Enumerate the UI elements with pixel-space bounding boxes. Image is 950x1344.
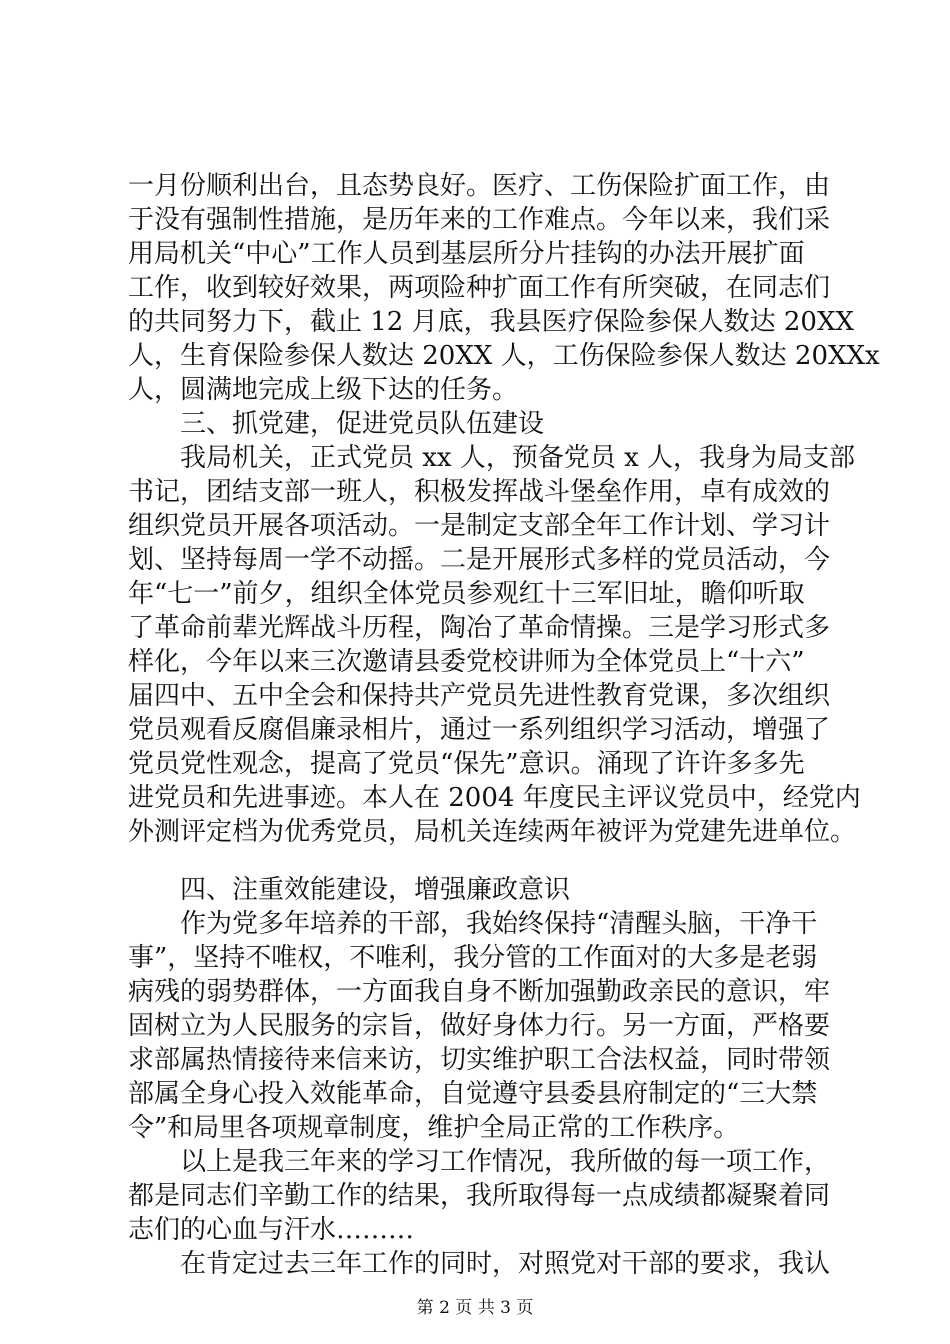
body-line: 固树立为人民服务的宗旨，做好身体力行。另一方面，严格要	[128, 1011, 831, 1041]
body-line: 届四中、五中全会和保持共产党员先进性教育党课，多次组织	[128, 681, 831, 711]
body-line: 党员党性观念，提高了党员“保先”意识。涌现了许许多多先	[128, 749, 805, 779]
body-line: 书记，团结支部一班人，积极发挥战斗堡垒作用，卓有成效的	[128, 477, 831, 507]
body-line: 部属全身心投入效能革命，自觉遵守县委县府制定的“三大禁	[128, 1079, 818, 1109]
body-line: 病残的弱势群体，一方面我自身不断加强勤政亲民的意识，牢	[128, 977, 831, 1007]
body-line: 组织党员开展各项活动。一是制定支部全年工作计划、学习计	[128, 511, 831, 541]
page-number-footer: 第 2 页 共 3 页	[416, 1298, 534, 1318]
body-line: 人，生育保险参保人数达 20XX 人，工伤保险参保人数达 20XXx	[128, 341, 880, 371]
section-heading: 四、注重效能建设，增强廉政意识	[180, 875, 571, 905]
body-line: 进党员和先进事迹。本人在 2004 年度民主评议党员中，经党内	[128, 783, 861, 813]
body-line: 划、坚持每周一学不动摇。二是开展形式多样的党员活动，今	[128, 545, 831, 575]
body-line: 人，圆满地完成上级下达的任务。	[128, 375, 519, 405]
body-line: 一月份顺利出台，且态势良好。医疗、工伤保险扩面工作，由	[128, 171, 831, 201]
body-line: 我局机关，正式党员 xx 人，预备党员 x 人，我身为局支部	[180, 443, 856, 473]
body-line: 在肯定过去三年工作的同时，对照党对干部的要求，我认	[180, 1249, 831, 1279]
body-line: 年“七一”前夕，组织全体党员参观红十三军旧址，瞻仰听取	[128, 579, 805, 609]
body-line: 于没有强制性措施，是历年来的工作难点。今年以来，我们采	[128, 205, 831, 235]
body-line: 令”和局里各项规章制度，维护全局正常的工作秩序。	[128, 1113, 740, 1143]
body-line: 的共同努力下，截止 12 月底，我县医疗保险参保人数达 20XX	[128, 307, 854, 337]
body-line: 求部属热情接待来信来访，切实维护职工合法权益，同时带领	[128, 1045, 831, 1075]
body-line: 外测评定档为优秀党员，局机关连续两年被评为党建先进单位。	[128, 817, 857, 847]
body-line: 党员观看反腐倡廉录相片，通过一系列组织学习活动，增强了	[128, 715, 831, 745]
body-line: 以上是我三年来的学习工作情况，我所做的每一项工作，	[180, 1147, 831, 1177]
body-line: 作为党多年培养的干部，我始终保持“清醒头脑，干净干	[180, 909, 818, 939]
body-line: 都是同志们辛勤工作的结果，我所取得每一点成绩都凝聚着同	[128, 1181, 831, 1211]
body-line: 用局机关“中心”工作人员到基层所分片挂钩的办法开展扩面	[128, 239, 805, 269]
section-heading: 三、抓党建，促进党员队伍建设	[180, 409, 545, 439]
body-line: 了革命前辈光辉战斗历程，陶冶了革命情操。三是学习形式多	[128, 613, 831, 643]
body-line: 工作，收到较好效果，两项险种扩面工作有所突破，在同志们	[128, 273, 831, 303]
body-line: 样化，今年以来三次邀请县委党校讲师为全体党员上“十六”	[128, 647, 805, 677]
body-line: 事”，坚持不唯权，不唯利，我分管的工作面对的大多是老弱	[128, 943, 818, 973]
body-line: 志们的心血与汗水………	[128, 1215, 415, 1245]
